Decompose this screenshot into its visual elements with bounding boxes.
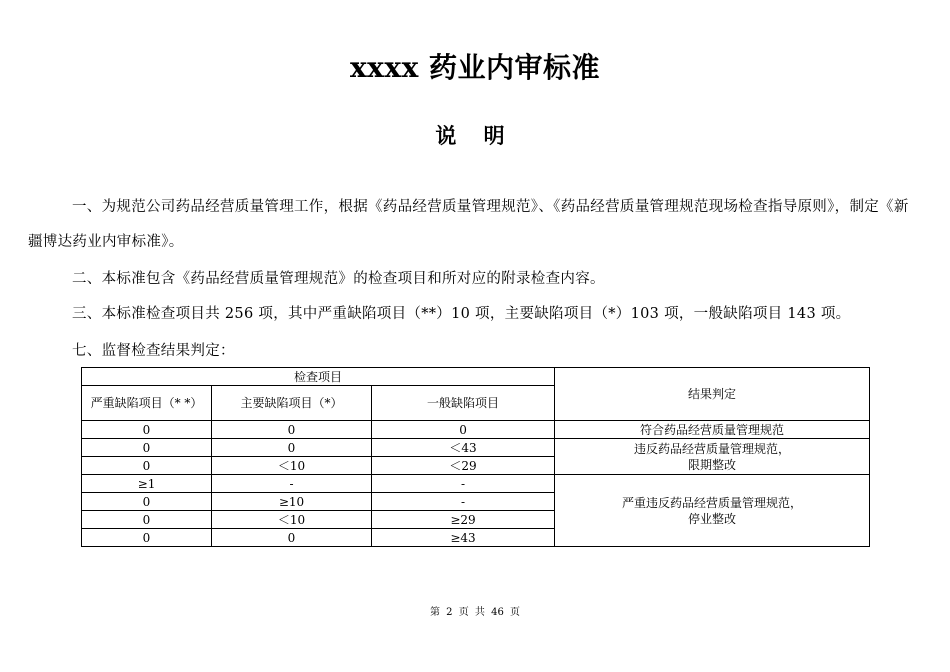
cell-general: - [372,493,555,511]
paragraph-1: 一、为规范公司药品经营质量管理工作，根据《药品经营质量管理规范》、《药品经营质量管理规范现场检查指导原则》，制定《新疆博达药业内审标准》。 [28,199,909,250]
result-suspend-line2: 停业整改 [688,511,737,526]
cell-result-compliant: 符合药品经营质量管理规范 [555,421,870,439]
cell-serious: 0 [82,493,212,511]
header-major-defects: 主要缺陷项目（*） [212,386,372,421]
cell-major: 0 [212,421,372,439]
cell-serious: 0 [82,439,212,457]
inspection-result-table [81,367,870,547]
header-serious-defects: 严重缺陷项目（* *） [82,386,212,421]
cell-major: 0 [212,529,372,547]
paragraph-4: 七、监督检查结果判定： [72,343,235,359]
footer-suffix: 页 [510,607,521,618]
section-subtitle: 说 明 [435,123,515,148]
cell-serious: 0 [82,529,212,547]
result-suspend-line1: 严重违反药品经营质量管理规范， [622,495,803,510]
cell-major: 0 [212,439,372,457]
cell-general: - [372,475,555,493]
result-rectify-line2: 限期整改 [688,457,737,472]
cell-result-rectify [555,439,870,475]
cell-general: ≥43 [372,529,555,547]
cell-result-suspend [555,475,870,547]
cell-general: 0 [372,421,555,439]
cell-major: ≥10 [212,493,372,511]
header-inspection-items: 检查项目 [82,368,555,386]
cell-serious: 0 [82,511,212,529]
document-title: xxxx 药业内审标准 [349,51,601,84]
cell-major: ＜10 [212,457,372,475]
page-footer [0,603,950,618]
result-rectify-line1: 违反药品经营质量管理规范， [634,441,791,456]
footer-page-number: 2 [446,607,453,618]
paragraph-3: 三、本标准检查项目共 256 项，其中严重缺陷项目（**）10 项，主要缺陷项目（*）103 项，一般缺陷项目 143 项。 [72,306,851,322]
cell-serious: ≥1 [82,475,212,493]
table-row [82,439,870,457]
cell-major: - [212,475,372,493]
cell-general: ＜43 [372,439,555,457]
table-header-row [82,368,870,386]
cell-major: ＜10 [212,511,372,529]
footer-total-pages: 46 [491,607,504,618]
header-result: 结果判定 [555,368,870,421]
footer-mid: 页 共 [458,607,485,618]
table-row [82,421,870,439]
cell-serious: 0 [82,421,212,439]
table-row [82,475,870,493]
cell-general: ＜29 [372,457,555,475]
footer-prefix: 第 [429,607,440,618]
paragraph-2: 二、本标准包含《药品经营质量管理规范》的检查项目和所对应的附录检查内容。 [72,271,605,287]
cell-serious: 0 [82,457,212,475]
header-general-defects: 一般缺陷项目 [372,386,555,421]
cell-general: ≥29 [372,511,555,529]
